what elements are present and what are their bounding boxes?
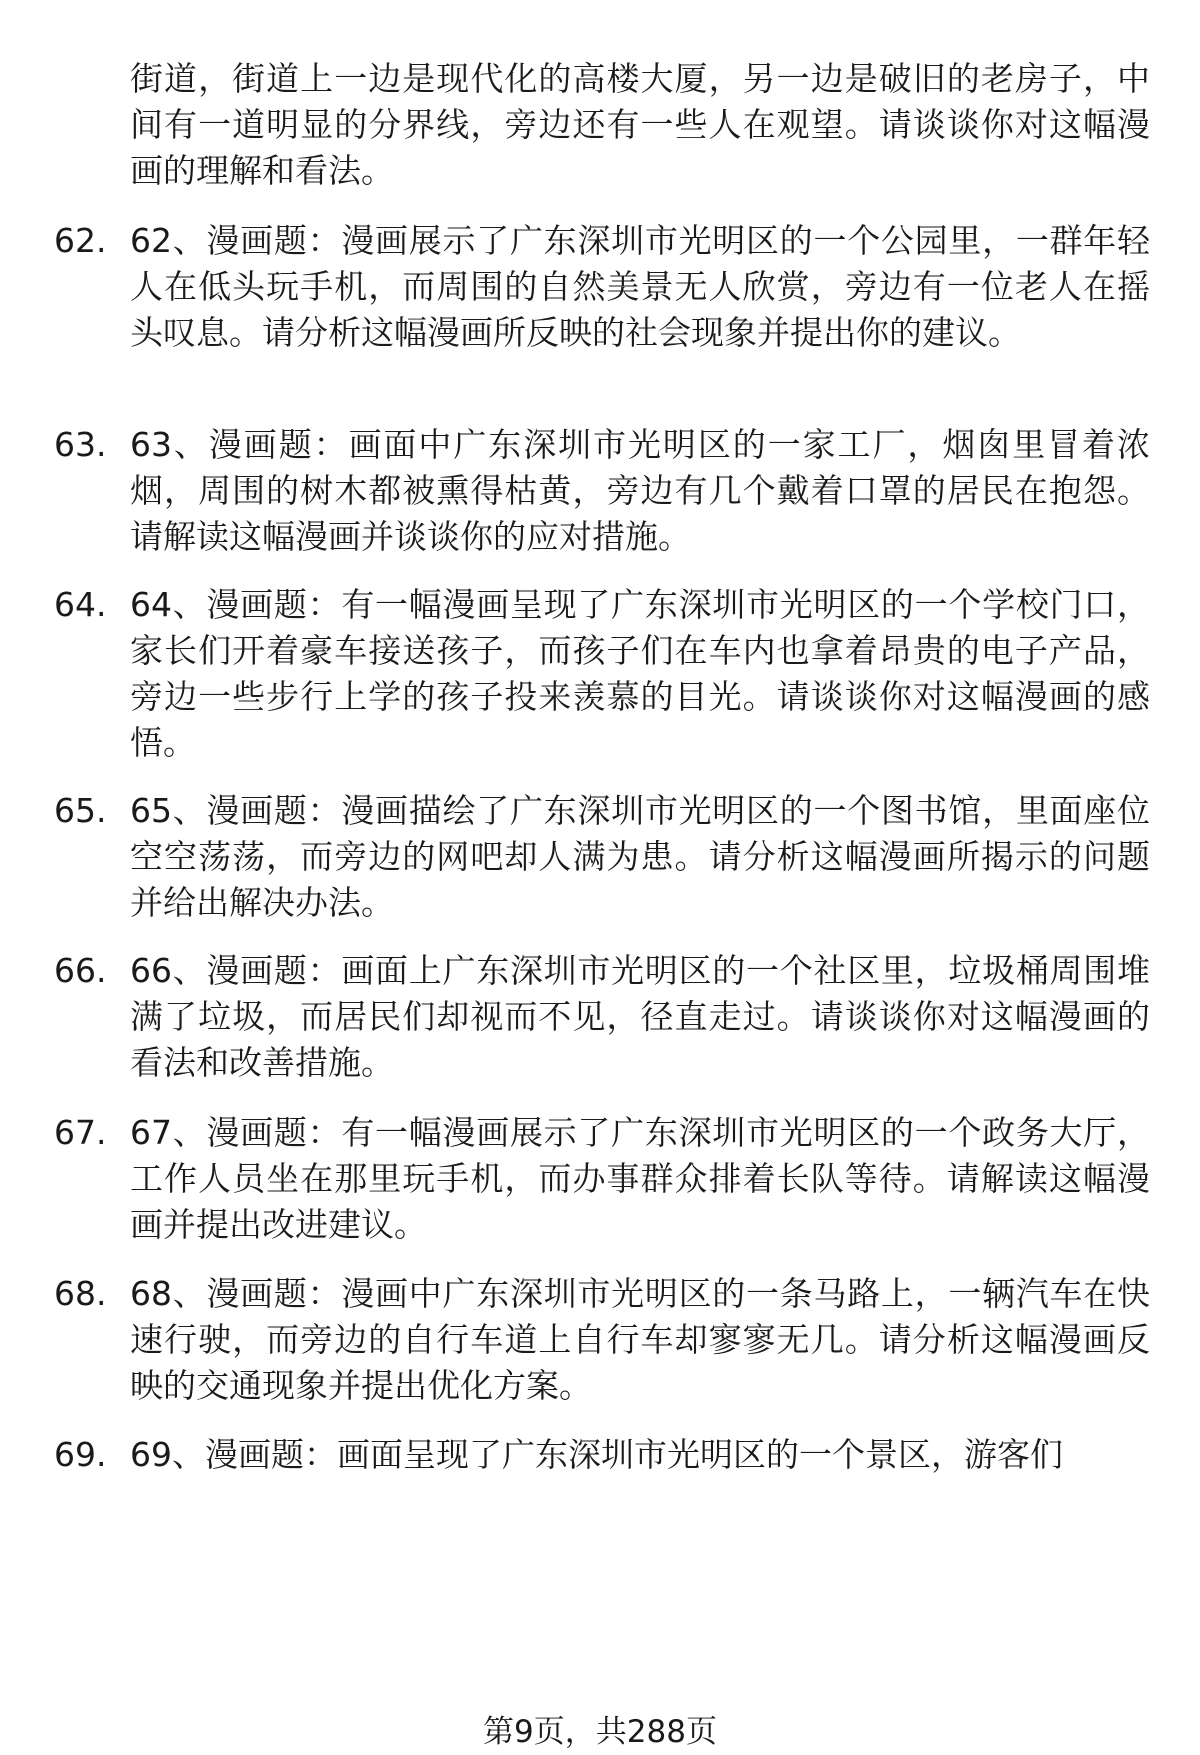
item-number: 62.: [54, 221, 107, 260]
page-footer: 第9页，共288页: [483, 1714, 717, 1750]
item-number: 64.: [54, 585, 107, 624]
item-text: 69、漫画题：画面呈现了广东深圳市光明区的一个景区，游客们: [130, 1435, 1063, 1474]
item-text: 65、漫画题：漫画描绘了广东深圳市光明区的一个图书馆，里面座位空空荡荡，而旁边的网吧却人满为患。请分析这幅漫画所揭示的问题并给出解决办法。: [130, 791, 1150, 922]
item-number: 66.: [54, 951, 107, 990]
item-text: 62、漫画题：漫画展示了广东深圳市光明区的一个公园里，一群年轻人在低头玩手机，而周围的自然美景无人欣赏，旁边有一位老人在摇头叹息。请分析这幅漫画所反映的社会现象并提出你的建议。: [130, 221, 1150, 352]
item-text: 64、漫画题：有一幅漫画呈现了广东深圳市光明区的一个学校门口，家长们开着豪车接送孩子，而孩子们在车内也拿着昂贵的电子产品，旁边一些步行上学的孩子投来羡慕的目光。请谈谈你对这幅漫画的感悟。: [130, 585, 1150, 762]
item-text: 街道，街道上一边是现代化的高楼大厦，另一边是破旧的老房子，中间有一道明显的分界线，旁边还有一些人在观望。请谈谈你对这幅漫画的理解和看法。: [130, 59, 1150, 190]
item-number: 67.: [54, 1113, 107, 1152]
item-number: 63.: [54, 425, 107, 464]
item-number: 68.: [54, 1274, 107, 1313]
item-text: 63、漫画题：画面中广东深圳市光明区的一家工厂，烟囱里冒着浓烟，周围的树木都被熏得枯黄，旁边有几个戴着口罩的居民在抱怨。请解读这幅漫画并谈谈你的应对措施。: [130, 425, 1150, 556]
item-number: 69.: [54, 1435, 107, 1474]
item-text: 68、漫画题：漫画中广东深圳市光明区的一条马路上，一辆汽车在快速行驶，而旁边的自行车道上自行车却寥寥无几。请分析这幅漫画反映的交通现象并提出优化方案。: [130, 1274, 1150, 1405]
item-text: 66、漫画题：画面上广东深圳市光明区的一个社区里，垃圾桶周围堆满了垃圾，而居民们却视而不见，径直走过。请谈谈你对这幅漫画的看法和改善措施。: [130, 951, 1150, 1082]
item-text: 67、漫画题：有一幅漫画展示了广东深圳市光明区的一个政务大厅，工作人员坐在那里玩手机，而办事群众排着长队等待。请解读这幅漫画并提出改进建议。: [130, 1113, 1150, 1244]
item-number: 65.: [54, 791, 107, 830]
